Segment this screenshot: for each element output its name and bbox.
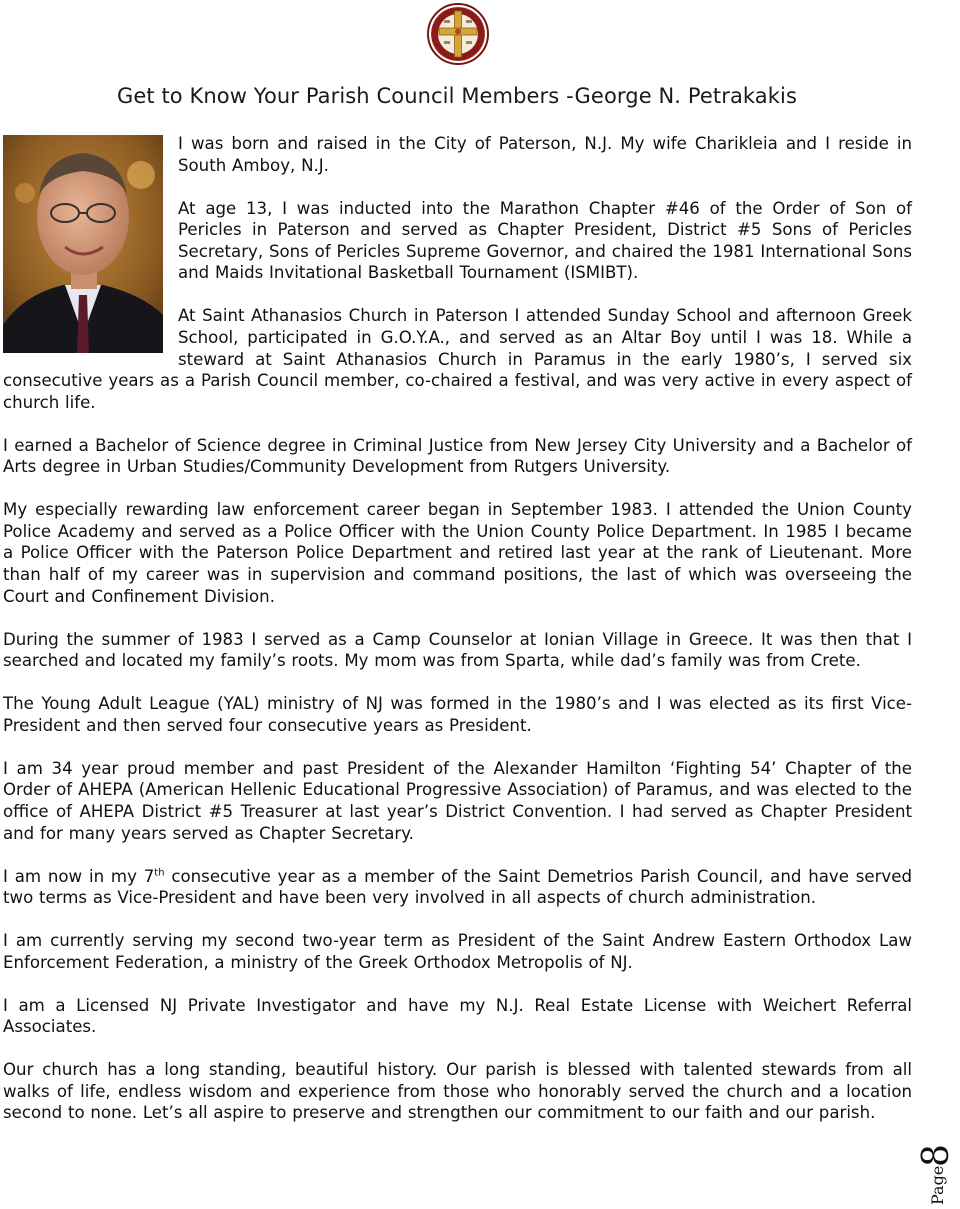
paragraph-sons-of-pericles: At age 13, I was inducted into the Marathon Chapter #46 of the Order of Son of Pericles in Paterson and served as Chapter President, District #5 Sons of Pericles Secretary, Sons of Pericles Supreme Governor, and chaired the 1981 International Sons and Maids Invitational Basketball Tournament (ISMIBT).: [178, 198, 912, 283]
page-title: Get to Know Your Parish Council Members -George N. Petrakakis: [116, 84, 798, 108]
page-number: [916, 1131, 957, 1205]
paragraph-yal: The Young Adult League (YAL) ministry of NJ was formed in the 1980’s and I was elected as its first Vice-President and then served four consecutive years as President.: [3, 694, 912, 735]
paragraph-education: I earned a Bachelor of Science degree in Criminal Justice from New Jersey City University and a Bachelor of Arts degree in Urban Studies/Community Development from Rutgers University.: [3, 435, 912, 477]
paragraph-law-enforcement: My especially rewarding law enforcement career began in September 1983. I attended the Union County Police Academy and served as a Police Officer with the Union County Police Department. In 1985 I became a Police Officer with the Paterson Police Department and retired last year at the rank of Lieutenant. More than half of my career was in supervision and command positions, the last of which was overseeing the Court and Confinement Division.: [3, 500, 912, 606]
paragraph-ahepa: I am 34 year proud member and past President of the Alexander Hamilton ‘Fighting 54’ Chapter of the Order of AHEPA (American Hellenic Educational Progressive Association) of Paramus, and was elected to the office of AHEPA District #5 Treasurer at last year’s District Convention. I had served as Chapter President and for many years served as Chapter Secretary.: [3, 758, 912, 843]
paragraph-origin: I was born and raised in the City of Paterson, N.J. My wife Charikleia and I reside in South Amboy, N.J.: [178, 134, 912, 175]
paragraph-ionian-village: During the summer of 1983 I served as a Camp Counselor at Ionian Village in Greece. It was then that I searched and located my family’s roots. My mom was from Sparta, while dad’s family was from Crete.: [3, 629, 912, 671]
article-body: [3, 133, 912, 1145]
paragraph-closing: Our church has a long standing, beautiful history. Our parish is blessed with talented stewards from all walks of life, endless wisdom and experience from those who honorably served the church and a location second to none. Let’s all aspire to preserve and strengthen our commitment to our faith and our parish.: [3, 1060, 912, 1123]
parish-council-text-start: I am now in my 7: [3, 866, 155, 886]
paragraph-parish-council: [3, 866, 912, 909]
ordinal-suffix: th: [154, 867, 165, 879]
paragraph-licenses: I am a Licensed NJ Private Investigator and have my N.J. Real Estate License with Weichert Referral Associates.: [3, 995, 912, 1037]
page-word: Page: [928, 1165, 947, 1205]
parish-council-text-end: consecutive year as a member of the Saint Demetrios Parish Council, and have served two terms as Vice-President and have been very involved in all aspects of church administration.: [3, 866, 912, 908]
paragraph-saint-athanasios: At Saint Athanasios Church in Paterson I attended Sunday School and afternoon Greek School, participated in G.O.Y.A., and served as an Altar Boy until I was 18. While a steward at Saint Athanasios Church in Paramus in the early 1980’s, I served six consecutive years as a Parish Council member, co-chaired a festival, and was very active in every aspect of church life.: [3, 306, 912, 412]
church-seal-cross-icon: [427, 3, 489, 65]
paragraph-saint-andrew-federation: I am currently serving my second two-year term as President of the Saint Andrew Eastern Orthodox Law Enforcement Federation, a ministry of the Greek Orthodox Metropolis of NJ.: [3, 931, 912, 972]
portrait-photo: [3, 135, 163, 353]
page-number-value: 8: [916, 1144, 957, 1167]
